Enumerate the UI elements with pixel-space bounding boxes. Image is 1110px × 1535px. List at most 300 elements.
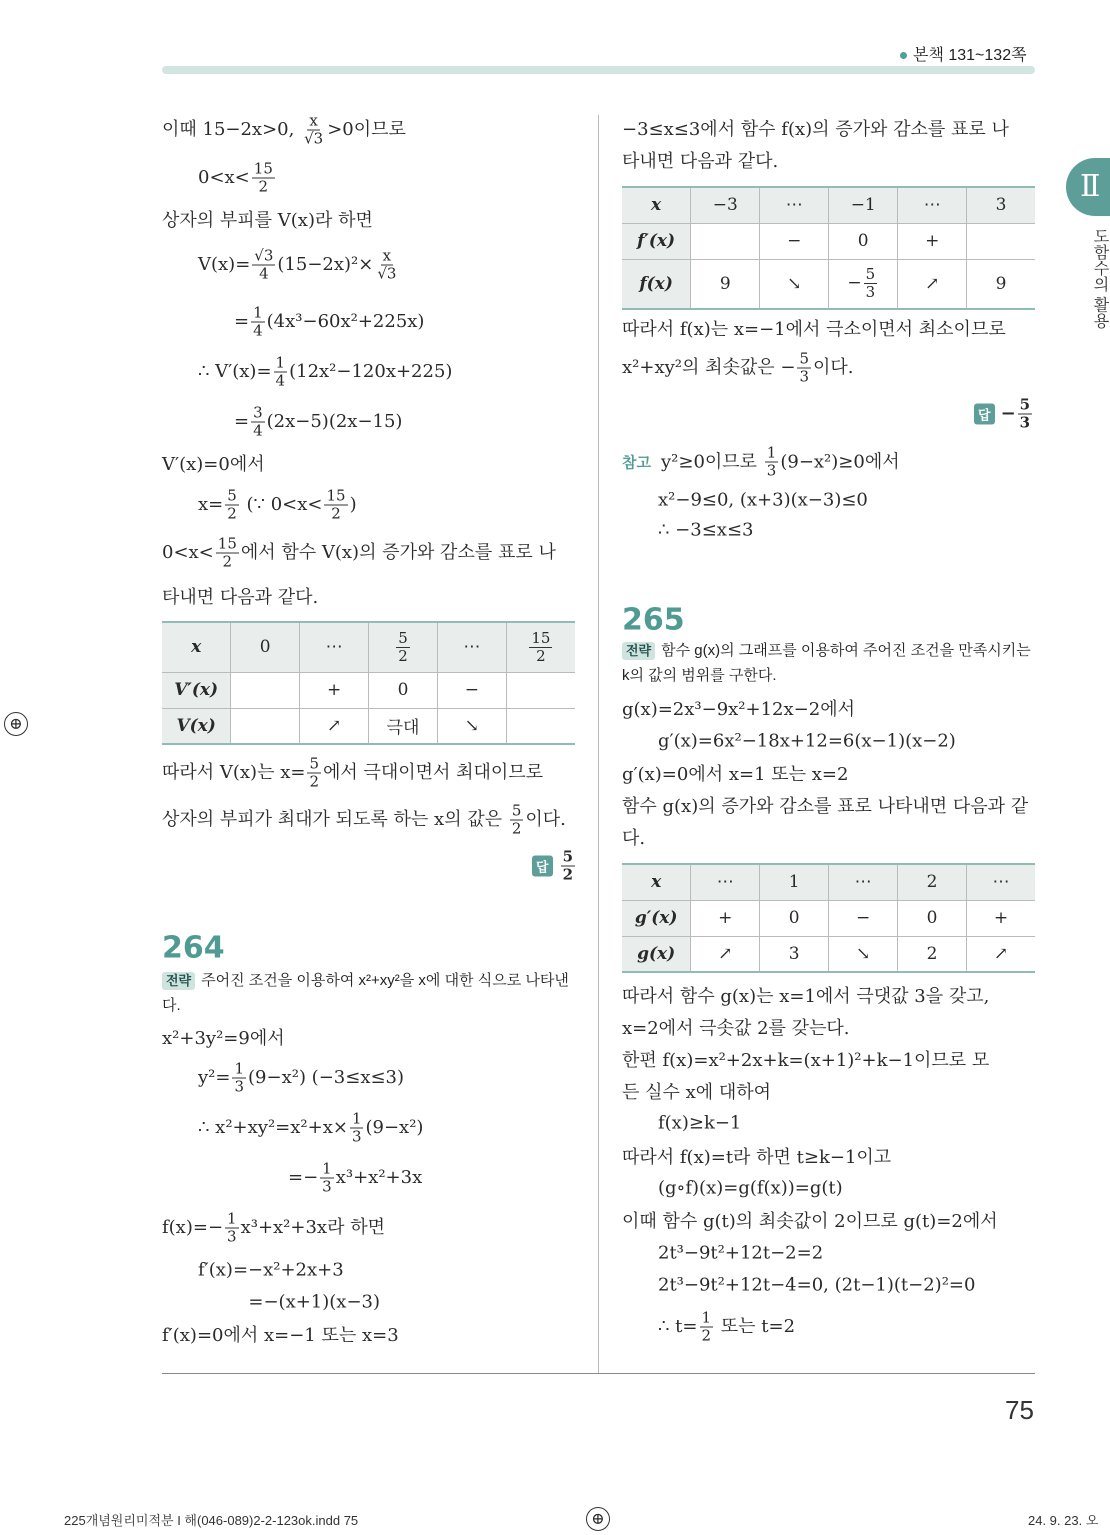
math-text: + bbox=[993, 908, 1009, 928]
text-line bbox=[234, 305, 424, 340]
math-text: 0 bbox=[259, 637, 271, 658]
footer-rule bbox=[162, 1373, 1035, 1374]
text-line bbox=[658, 1275, 975, 1296]
math-text: 3 bbox=[788, 943, 800, 964]
numerator: x bbox=[309, 111, 318, 130]
text-line bbox=[162, 206, 373, 232]
chapter-tab: Ⅱ bbox=[1066, 158, 1110, 216]
math-text: 2t³−9t²+12t−2=2 bbox=[658, 1242, 824, 1264]
math-text: ↗ bbox=[993, 943, 1009, 964]
table-cell bbox=[760, 187, 829, 223]
math-text: 2 bbox=[926, 943, 938, 964]
page-number: 75 bbox=[1005, 1395, 1034, 1425]
fraction bbox=[510, 803, 524, 838]
table-cell bbox=[898, 259, 967, 309]
math-text: = bbox=[234, 411, 250, 432]
fraction bbox=[251, 405, 265, 440]
table-cell bbox=[829, 864, 898, 900]
numerator: 1 bbox=[234, 1059, 245, 1078]
math-text: 극대 bbox=[386, 718, 420, 739]
math-text: (9−x²) (−3≤x≤3) bbox=[248, 1067, 405, 1088]
table-cell bbox=[898, 936, 967, 972]
table-cell bbox=[691, 223, 760, 259]
fraction bbox=[864, 266, 878, 301]
math-text: >0이므로 bbox=[327, 119, 406, 140]
math-text: V′(x)=0에서 bbox=[162, 454, 265, 475]
table-row bbox=[162, 622, 575, 672]
text-line bbox=[162, 1321, 399, 1347]
table-row bbox=[622, 864, 1035, 900]
table-row bbox=[162, 708, 575, 744]
math-text: 따라서 f(x)=t라 하면 t≥k−1이고 bbox=[622, 1147, 892, 1168]
answer-badge: 답 bbox=[974, 404, 995, 425]
numerator: 15 bbox=[217, 534, 237, 553]
table-cell bbox=[622, 187, 691, 223]
chapter-title: 도함수의 활용 bbox=[1091, 228, 1108, 329]
text-line bbox=[198, 1111, 423, 1146]
table-cell bbox=[829, 223, 898, 259]
numerator: √3 bbox=[254, 246, 274, 265]
text-line bbox=[622, 1078, 771, 1104]
math-text: x²+3y²=9에서 bbox=[162, 1028, 285, 1049]
strategy-text: 함수 g(x)의 그래프를 이용하여 주어진 조건을 만족시키는 k의 값의 범위를 구한다. bbox=[622, 642, 1031, 684]
math-text: (12x²−120x+225) bbox=[289, 361, 453, 382]
strategy-264 bbox=[162, 968, 577, 1018]
math-text: 1 bbox=[788, 872, 800, 893]
text-line bbox=[622, 147, 778, 173]
table-cell bbox=[829, 187, 898, 223]
table-cell bbox=[760, 864, 829, 900]
math-text: 0<x< bbox=[198, 167, 250, 188]
fraction bbox=[302, 113, 325, 148]
text-line bbox=[198, 1061, 404, 1096]
note-label-line bbox=[622, 445, 900, 480]
fraction bbox=[350, 1111, 364, 1146]
math-text: f(x)=− bbox=[162, 1217, 224, 1238]
text-line bbox=[162, 113, 406, 148]
table-cell bbox=[506, 708, 575, 744]
fraction bbox=[252, 161, 275, 196]
source-reference bbox=[900, 42, 1027, 65]
math-text: 2 bbox=[926, 872, 938, 893]
table-cell bbox=[760, 259, 829, 309]
text-line bbox=[234, 405, 402, 440]
math-text: − bbox=[464, 680, 480, 700]
table-cell bbox=[300, 672, 369, 708]
table-cell bbox=[829, 259, 898, 309]
math-text: ↗ bbox=[326, 715, 342, 736]
table-cell bbox=[966, 936, 1035, 972]
fraction bbox=[320, 1161, 334, 1196]
text-line bbox=[622, 1207, 998, 1233]
math-text: x²−9≤0, (x+3)(x−3)≤0 bbox=[658, 489, 868, 511]
strategy-badge: 전략 bbox=[162, 972, 195, 990]
math-text: 또는 t=2 bbox=[715, 1316, 796, 1337]
table-cell bbox=[369, 672, 438, 708]
math-text: 0<x< bbox=[162, 542, 214, 563]
table-cell bbox=[967, 223, 1035, 259]
math-text: 에서 함수 V(x)의 증가와 감소를 표로 나 bbox=[240, 542, 556, 563]
table-cell bbox=[369, 622, 438, 672]
table-cell bbox=[967, 187, 1035, 223]
math-text: f′(x)=0에서 x=−1 또는 x=3 bbox=[162, 1325, 399, 1346]
math-text: x=2에서 극솟값 2를 갖는다. bbox=[622, 1018, 850, 1039]
table-cell bbox=[506, 622, 575, 672]
table-row bbox=[622, 936, 1035, 972]
math-text: ) bbox=[349, 494, 357, 515]
math-text: 타내면 다음과 같다. bbox=[622, 151, 779, 172]
source-text: 본책 131~132쪽 bbox=[913, 47, 1027, 64]
denominator: 2 bbox=[701, 1326, 712, 1345]
math-text: (9−x²)≥0에서 bbox=[780, 451, 900, 472]
text-line bbox=[622, 115, 1009, 141]
math-text: =−(x+1)(x−3) bbox=[248, 1291, 381, 1313]
header-bar bbox=[162, 66, 1035, 74]
denominator: 4 bbox=[275, 371, 286, 390]
denominator: 2 bbox=[227, 504, 237, 523]
text-line bbox=[162, 536, 556, 571]
table-cell bbox=[967, 259, 1035, 309]
text-line bbox=[622, 760, 848, 786]
math-text: x bbox=[191, 637, 202, 658]
math-text: g′(x) bbox=[634, 908, 678, 928]
denominator: √3 bbox=[377, 264, 397, 283]
math-text: 한편 f(x)=x²+2x+k=(x+1)²+k−1이므로 모 bbox=[622, 1050, 990, 1071]
numerator: 1 bbox=[322, 1159, 332, 1178]
table-cell bbox=[760, 900, 829, 936]
numerator: 5 bbox=[398, 628, 408, 647]
table-row bbox=[162, 672, 575, 708]
math-text: ⋯ bbox=[923, 195, 941, 216]
math-text: f(x) bbox=[639, 273, 673, 294]
numerator: 3 bbox=[253, 403, 263, 422]
math-text: − bbox=[856, 908, 871, 928]
problem-number-265: 265 bbox=[622, 602, 685, 638]
math-text: ∴ V′(x)= bbox=[198, 361, 272, 382]
denominator: 3 bbox=[766, 461, 777, 480]
math-text: V(x)= bbox=[198, 254, 251, 275]
text-line bbox=[622, 1143, 891, 1169]
math-text: 상자의 부피를 V(x)라 하면 bbox=[162, 210, 373, 231]
denominator: 2 bbox=[398, 646, 408, 665]
table-cell bbox=[231, 622, 300, 672]
numerator: 15 bbox=[253, 159, 273, 178]
fraction bbox=[396, 630, 410, 665]
numerator: 15 bbox=[531, 628, 551, 647]
numerator: 5 bbox=[865, 265, 876, 284]
table-cell bbox=[437, 622, 506, 672]
answer-denominator: 2 bbox=[562, 865, 573, 884]
text-line bbox=[622, 315, 1006, 341]
math-text: g′(x)=6x²−18x+12=6(x−1)(x−2) bbox=[658, 730, 956, 752]
table-cell bbox=[829, 900, 898, 936]
math-text: f′(x)=−x²+2x+3 bbox=[198, 1259, 344, 1281]
text-line bbox=[658, 490, 868, 511]
fraction bbox=[797, 351, 811, 386]
math-text: 이때 함수 g(t)의 최솟값이 2이므로 g(t)=2에서 bbox=[622, 1211, 998, 1232]
text-line bbox=[622, 824, 645, 850]
table-row bbox=[622, 900, 1035, 936]
table-cell bbox=[231, 672, 300, 708]
table-cell bbox=[829, 936, 898, 972]
table-cell bbox=[622, 900, 691, 936]
math-text: 0 bbox=[926, 908, 938, 928]
variation-table bbox=[162, 621, 575, 745]
math-text: 따라서 V(x)는 x= bbox=[162, 762, 306, 783]
math-text: ⋯ bbox=[785, 195, 803, 216]
math-text: x bbox=[651, 872, 662, 893]
math-text: (2x−5)(2x−15) bbox=[266, 411, 403, 432]
registration-mark-icon: ⊕ bbox=[586, 1507, 610, 1531]
text-line bbox=[622, 982, 989, 1008]
text-line bbox=[162, 583, 318, 609]
math-text: ⋯ bbox=[325, 637, 343, 658]
fraction bbox=[216, 536, 239, 571]
table-cell bbox=[300, 622, 369, 672]
table-cell bbox=[898, 187, 967, 223]
numerator: 5 bbox=[227, 486, 237, 505]
denominator: 2 bbox=[222, 552, 233, 571]
math-text: 2t³−9t²+12t−4=0, (2t−1)(t−2)²=0 bbox=[658, 1274, 976, 1296]
table-cell bbox=[691, 864, 760, 900]
variation-table bbox=[622, 186, 1035, 310]
math-text: 이다. bbox=[525, 809, 566, 830]
text-line bbox=[162, 1211, 385, 1246]
denominator: 3 bbox=[234, 1077, 245, 1096]
fraction bbox=[225, 488, 239, 523]
math-text: 든 실수 x에 대하여 bbox=[622, 1082, 772, 1103]
denominator: 3 bbox=[865, 283, 876, 302]
math-text: = bbox=[234, 311, 250, 332]
math-text: − bbox=[847, 273, 862, 294]
denominator: √3 bbox=[304, 129, 324, 148]
denominator: 4 bbox=[253, 421, 263, 440]
table-cell bbox=[437, 708, 506, 744]
table-cell bbox=[437, 672, 506, 708]
answer-numerator: 5 bbox=[1019, 395, 1031, 414]
table-cell bbox=[691, 259, 760, 309]
numerator: 15 bbox=[326, 486, 346, 505]
text-line bbox=[658, 1113, 741, 1134]
strategy-badge: 전략 bbox=[622, 642, 655, 660]
fraction bbox=[765, 445, 779, 480]
answer-263 bbox=[532, 849, 577, 884]
math-text: + bbox=[925, 231, 940, 251]
numerator: x bbox=[382, 246, 392, 265]
math-text: 0 bbox=[788, 908, 800, 928]
variation-table bbox=[622, 863, 1035, 973]
text-line bbox=[162, 803, 566, 838]
table-cell bbox=[898, 900, 967, 936]
denominator: 2 bbox=[331, 504, 341, 523]
math-text: 다. bbox=[622, 828, 646, 849]
table-cell bbox=[622, 223, 691, 259]
fraction bbox=[251, 305, 265, 340]
fraction bbox=[232, 1061, 246, 1096]
math-text: 이때 15−2x>0, bbox=[162, 119, 301, 140]
math-text: (4x³−60x²+225x) bbox=[266, 311, 425, 332]
math-text: y²≥0이므로 bbox=[660, 451, 763, 472]
numerator: 5 bbox=[799, 349, 809, 368]
table-cell bbox=[966, 864, 1035, 900]
math-text: ∴ −3≤x≤3 bbox=[658, 519, 754, 541]
table-cell bbox=[162, 672, 231, 708]
math-text: ⋯ bbox=[463, 637, 481, 658]
math-text: −3≤x≤3에서 함수 f(x)의 증가와 감소를 표로 나 bbox=[622, 119, 1009, 140]
math-text: ⋯ bbox=[854, 872, 872, 893]
table-cell bbox=[622, 259, 691, 309]
bullet-icon bbox=[900, 52, 907, 59]
math-text: V′(x) bbox=[174, 680, 219, 700]
math-text: 9 bbox=[719, 273, 731, 294]
table-cell bbox=[506, 672, 575, 708]
math-text: g′(x)=0에서 x=1 또는 x=2 bbox=[622, 764, 849, 785]
math-text: x= bbox=[198, 494, 224, 515]
answer-numerator: 5 bbox=[562, 847, 573, 866]
text-line bbox=[198, 355, 452, 390]
math-text: + bbox=[326, 680, 342, 700]
numerator: 1 bbox=[253, 303, 263, 322]
text-line bbox=[288, 1161, 422, 1196]
math-text: (9−x²) bbox=[365, 1117, 424, 1138]
math-text: 따라서 f(x)는 x=−1에서 극소이면서 최소이므로 bbox=[622, 319, 1006, 340]
answer-sign: − bbox=[1000, 403, 1016, 424]
text-line bbox=[658, 520, 753, 541]
numerator: 1 bbox=[766, 443, 777, 462]
strategy-265 bbox=[622, 638, 1037, 688]
denominator: 2 bbox=[536, 646, 546, 665]
denominator: 3 bbox=[799, 367, 809, 386]
table-cell bbox=[760, 223, 829, 259]
table-cell bbox=[369, 708, 438, 744]
table-cell bbox=[691, 900, 760, 936]
math-text: 3 bbox=[995, 195, 1007, 216]
math-text: −1 bbox=[850, 195, 876, 216]
numerator: 1 bbox=[351, 1109, 362, 1128]
math-text: 함수 g(x)의 증가와 감소를 표로 나타내면 다음과 같 bbox=[622, 796, 1029, 817]
text-line bbox=[162, 1024, 285, 1050]
math-text: −3 bbox=[712, 195, 738, 216]
text-line bbox=[248, 1292, 380, 1313]
math-text: ↘ bbox=[856, 943, 871, 964]
math-text: =− bbox=[288, 1167, 319, 1188]
table-cell bbox=[898, 223, 967, 259]
math-text: + bbox=[718, 908, 733, 928]
math-text: ∴ x²+xy²=x²+x× bbox=[198, 1117, 348, 1138]
fraction bbox=[375, 248, 398, 283]
math-text: (∵ 0<x< bbox=[240, 494, 323, 515]
footer-file: 225개념원리미적분 I 해(046-089)2-2-123ok.indd 75 bbox=[64, 1513, 359, 1528]
math-text: 타내면 다음과 같다. bbox=[162, 587, 319, 608]
table-cell bbox=[622, 864, 691, 900]
math-text: 0 bbox=[857, 231, 869, 251]
math-text: g(x)=2x³−9x²+12x−2에서 bbox=[622, 699, 855, 720]
numerator: 5 bbox=[511, 801, 522, 820]
math-text: ↘ bbox=[787, 273, 802, 294]
math-text: (15−2x)²× bbox=[277, 254, 374, 275]
text-line bbox=[658, 1243, 823, 1264]
numerator: 1 bbox=[275, 353, 286, 372]
table-cell bbox=[691, 936, 760, 972]
math-text: x³+x²+3x라 하면 bbox=[240, 1217, 385, 1238]
math-text: x²+xy²의 최솟값은 − bbox=[622, 357, 796, 378]
fraction bbox=[307, 756, 321, 791]
table-row bbox=[622, 223, 1035, 259]
text-line bbox=[658, 731, 956, 752]
answer-denominator: 3 bbox=[1019, 413, 1031, 432]
math-text: 0 bbox=[397, 680, 409, 700]
math-text: (g∘f)(x)=g(f(x))=g(t) bbox=[658, 1177, 843, 1199]
math-text: x bbox=[651, 195, 662, 216]
text-line bbox=[622, 1014, 850, 1040]
numerator: 1 bbox=[227, 1209, 237, 1228]
math-text: − bbox=[787, 231, 802, 251]
denominator: 2 bbox=[258, 177, 269, 196]
text-line bbox=[622, 695, 855, 721]
math-text: ↗ bbox=[925, 273, 940, 294]
denominator: 3 bbox=[322, 1177, 332, 1196]
table-row bbox=[622, 187, 1035, 223]
problem-number-264: 264 bbox=[162, 930, 225, 966]
fraction bbox=[324, 488, 347, 523]
math-text: ∴ t= bbox=[658, 1316, 698, 1337]
table-cell bbox=[691, 187, 760, 223]
table-cell bbox=[162, 708, 231, 744]
math-text: ⋯ bbox=[992, 872, 1010, 893]
math-text: 상자의 부피가 최대가 되도록 하는 x의 값은 bbox=[162, 809, 508, 830]
math-text: ↘ bbox=[464, 715, 480, 736]
math-text: V(x) bbox=[176, 715, 216, 736]
text-line bbox=[622, 351, 854, 386]
text-line bbox=[198, 248, 400, 283]
table-cell bbox=[966, 900, 1035, 936]
table-cell bbox=[898, 864, 967, 900]
table-cell bbox=[760, 936, 829, 972]
fraction bbox=[700, 1310, 714, 1345]
footer-date: 24. 9. 23. 오 bbox=[1028, 1513, 1099, 1528]
column-divider bbox=[598, 115, 599, 1373]
fraction bbox=[252, 248, 275, 283]
denominator: 3 bbox=[227, 1227, 237, 1246]
note-badge: 참고 bbox=[622, 454, 651, 471]
denominator: 4 bbox=[259, 264, 269, 283]
math-text: ↗ bbox=[718, 943, 733, 964]
fraction bbox=[274, 355, 288, 390]
denominator: 3 bbox=[351, 1127, 362, 1146]
strategy-text: 주어진 조건을 이용하여 x²+xy²을 x에 대한 식으로 나타낸다. bbox=[162, 972, 569, 1014]
answer-264 bbox=[974, 397, 1034, 432]
table-cell bbox=[162, 622, 231, 672]
denominator: 4 bbox=[253, 321, 263, 340]
text-line bbox=[198, 488, 357, 523]
numerator: 1 bbox=[701, 1308, 712, 1327]
math-text: 따라서 함수 g(x)는 x=1에서 극댓값 3을 갖고, bbox=[622, 986, 990, 1007]
text-line bbox=[198, 1260, 344, 1281]
math-text: g(x) bbox=[637, 943, 676, 964]
math-text: f(x)≥k−1 bbox=[658, 1112, 742, 1134]
text-line bbox=[658, 1310, 795, 1345]
math-text: f′(x) bbox=[637, 231, 676, 251]
math-text: y²= bbox=[198, 1067, 231, 1088]
math-text: x³+x²+3x bbox=[335, 1167, 423, 1188]
fraction bbox=[225, 1211, 239, 1246]
text-line bbox=[198, 161, 277, 196]
denominator: 2 bbox=[511, 819, 522, 838]
table-cell bbox=[622, 936, 691, 972]
text-line bbox=[658, 1178, 843, 1199]
math-text: 에서 극대이면서 최대이므로 bbox=[322, 762, 544, 783]
registration-mark-icon: ⊕ bbox=[4, 712, 28, 736]
